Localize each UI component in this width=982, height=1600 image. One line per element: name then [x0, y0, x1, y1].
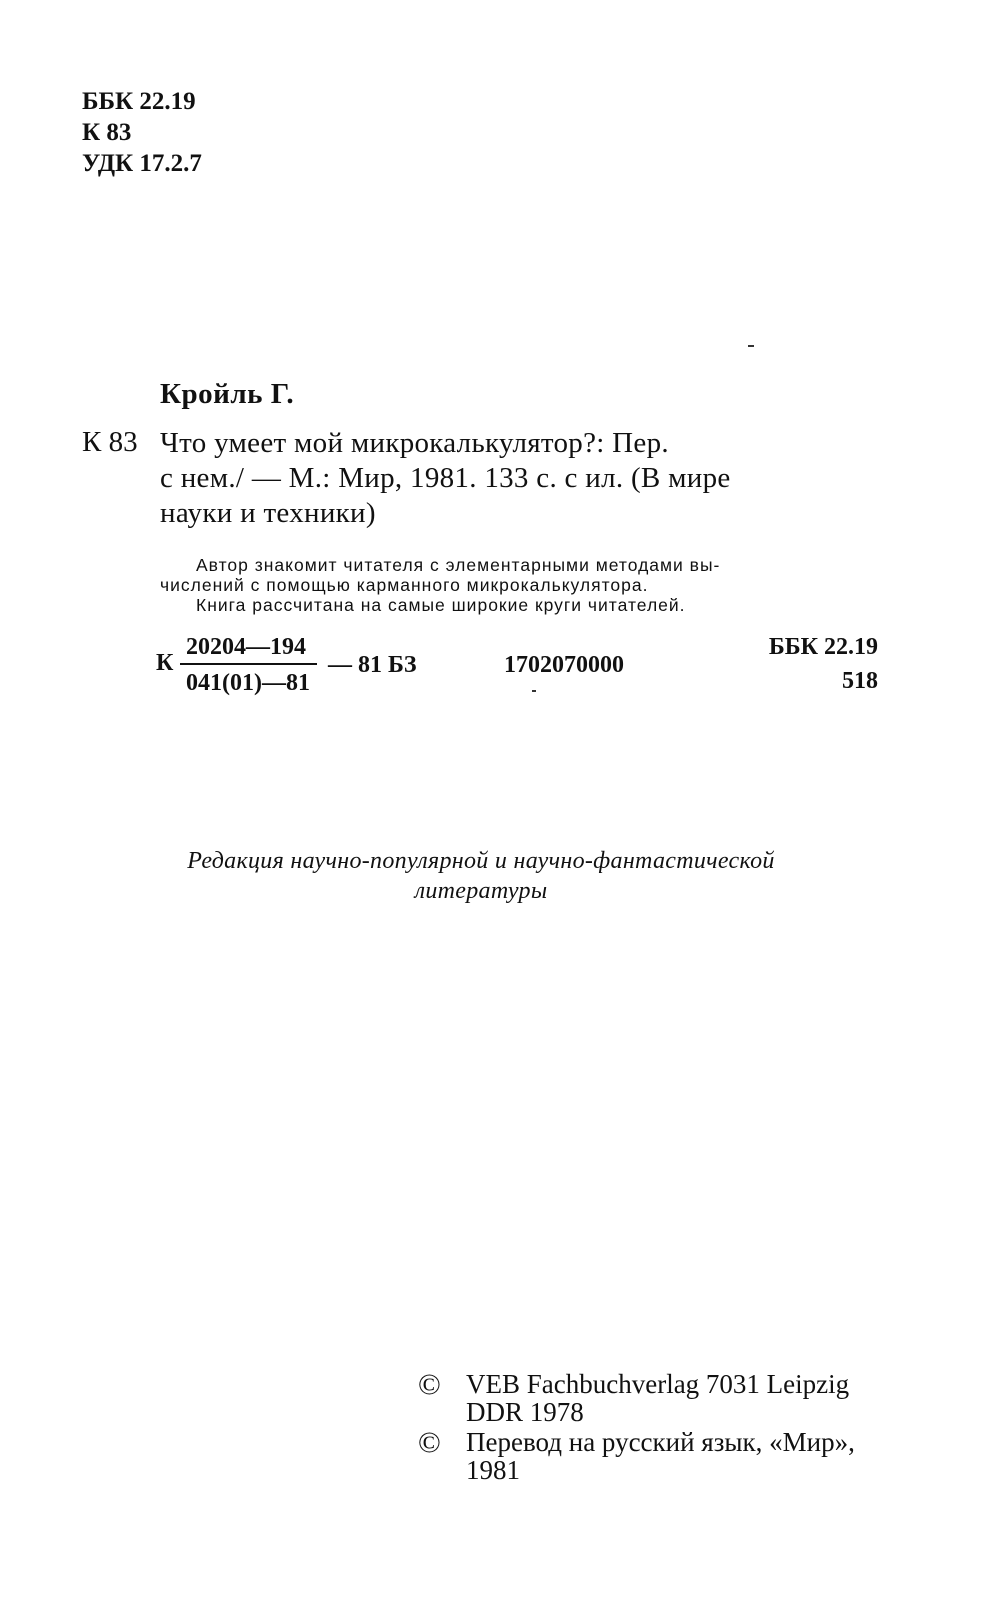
copyright-line: VEB Fachbuchverlag 7031 Leipzig — [466, 1369, 850, 1399]
record-index-code: К 83 — [82, 426, 138, 458]
audience-line: Книга рассчитана на самые широкие круги читателей. — [196, 595, 686, 615]
author-index-code: К 83 — [82, 119, 132, 146]
bbk-secondary: ББК 22.19 — [768, 634, 878, 660]
copyright-line: Перевод на русский язык, «Мир», — [466, 1427, 855, 1457]
copyright-icon: © — [418, 1368, 441, 1401]
copyright-original — [466, 1370, 849, 1426]
annotation-line: Автор знакомит читателя с элементарными методами вы- — [196, 555, 721, 575]
print-code-denominator: 041(01)—81 — [186, 670, 310, 696]
edition-line: Редакция научно-популярной и научно-фантастической — [187, 848, 775, 874]
print-code-suffix: — 81 БЗ — [328, 652, 417, 678]
bbk-code: ББК 22.19 — [82, 88, 196, 115]
udk-code: УДК 17.2.7 — [82, 150, 202, 177]
print-number: 1702070000 — [504, 652, 624, 678]
bbk-secondary-number: 518 — [842, 668, 878, 694]
copyright-translation — [466, 1428, 855, 1484]
edition-credit — [0, 846, 962, 906]
title-line: с нем./ — М.: Мир, 1981. 133 с. с ил. (В мире — [160, 462, 731, 494]
print-speck — [748, 345, 754, 347]
annotation-line: числений с помощью карманного микрокалькулятора. — [160, 575, 649, 595]
annotation — [160, 555, 720, 615]
copyright-line: 1981 — [466, 1455, 520, 1485]
print-code-numerator: 20204—194 — [186, 634, 306, 660]
bibliographic-title — [160, 426, 731, 531]
title-line: Что умеет мой микрокалькулятор?: Пер. — [160, 427, 669, 459]
edition-line: литературы — [414, 878, 548, 904]
print-code-letter: К — [156, 650, 174, 676]
author-name: Кройль Г. — [160, 378, 295, 410]
print-speck — [532, 690, 536, 692]
copyright-icon: © — [418, 1426, 441, 1459]
copyright-line: DDR 1978 — [466, 1397, 584, 1427]
fraction-bar — [180, 663, 317, 665]
classification-codes — [82, 86, 202, 179]
title-line: науки и техники) — [160, 497, 376, 529]
